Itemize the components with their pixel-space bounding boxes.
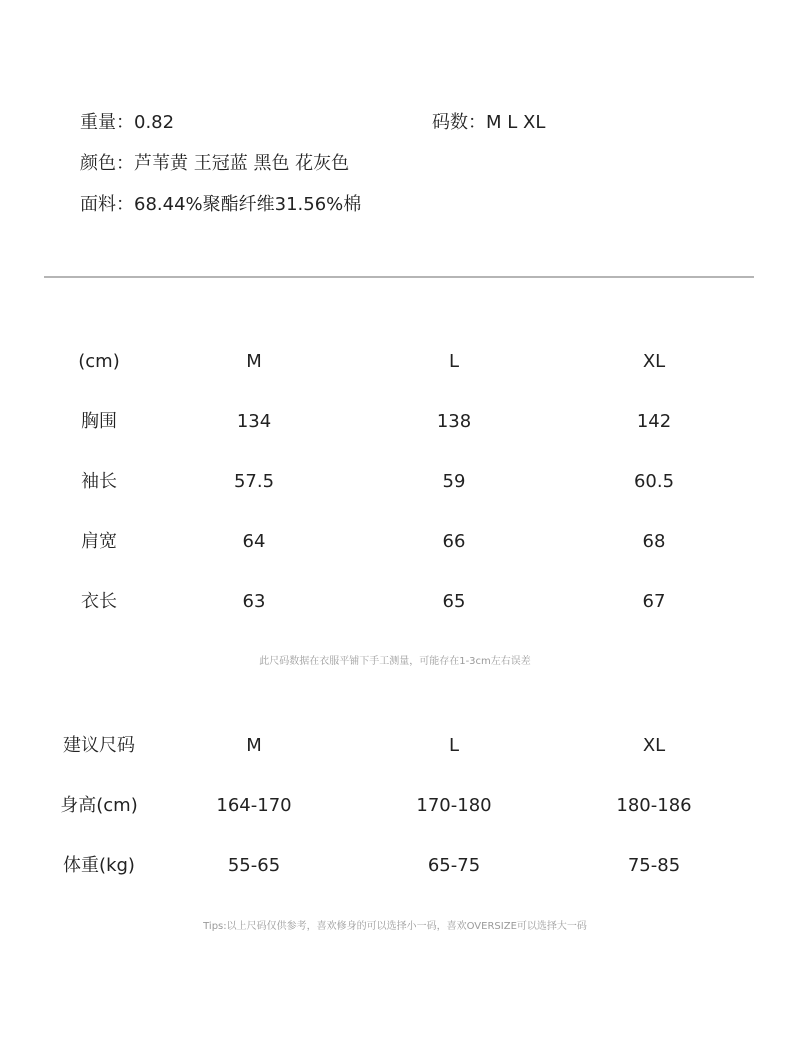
table-cell: 142 xyxy=(636,411,672,432)
table-cell: 170-180 xyxy=(416,795,492,816)
row-label-chest: 胸围 xyxy=(81,411,117,432)
suggestion-header-xl: XL xyxy=(642,735,666,756)
table-cell: 60.5 xyxy=(633,471,675,492)
table-cell: 63 xyxy=(242,591,266,612)
table-cell: 164-170 xyxy=(216,795,292,816)
sizes-info: 码数：M L XL xyxy=(432,112,546,133)
row-label-sleeve: 袖长 xyxy=(81,471,117,492)
weight-info: 重量：0.82 xyxy=(80,112,175,133)
table-cell: 65-75 xyxy=(427,855,481,876)
table-cell: 67 xyxy=(642,591,666,612)
suggestion-header-l: L xyxy=(448,735,460,756)
suggestion-header-m: M xyxy=(246,735,262,756)
measurement-header-xl: XL xyxy=(642,351,666,372)
tips-note: Tips:以上尺码仅供参考，喜欢修身的可以选择小一码，喜欢OVERSIZE可以选择大一码 xyxy=(203,921,587,932)
colors-info: 颜色：芦苇黄 王冠蓝 黑色 花灰色 xyxy=(80,153,350,174)
table-cell: 55-65 xyxy=(227,855,281,876)
measurement-note: 此尺码数据在衣服平铺下手工测量，可能存在1-3cm左右误差 xyxy=(259,656,531,667)
row-label-shoulder: 肩宽 xyxy=(81,531,117,552)
table-cell: 134 xyxy=(236,411,272,432)
table-cell: 138 xyxy=(436,411,472,432)
fabric-info: 面料：68.44%聚酯纤维31.56%棉 xyxy=(80,194,362,215)
table-cell: 66 xyxy=(442,531,466,552)
section-divider xyxy=(44,276,754,278)
table-cell: 65 xyxy=(442,591,466,612)
table-cell: 75-85 xyxy=(627,855,681,876)
row-label-length: 衣长 xyxy=(81,591,117,612)
row-label-height: 身高(cm) xyxy=(60,795,138,816)
table-cell: 64 xyxy=(242,531,266,552)
table-cell: 180-186 xyxy=(616,795,692,816)
measurement-header-l: L xyxy=(448,351,460,372)
measurement-header-m: M xyxy=(246,351,262,372)
suggestion-header-label: 建议尺码 xyxy=(63,735,135,756)
table-cell: 59 xyxy=(442,471,466,492)
table-cell: 57.5 xyxy=(233,471,275,492)
table-cell: 68 xyxy=(642,531,666,552)
measurement-header-unit: (cm) xyxy=(78,351,120,372)
row-label-weight: 体重(kg) xyxy=(63,855,135,876)
